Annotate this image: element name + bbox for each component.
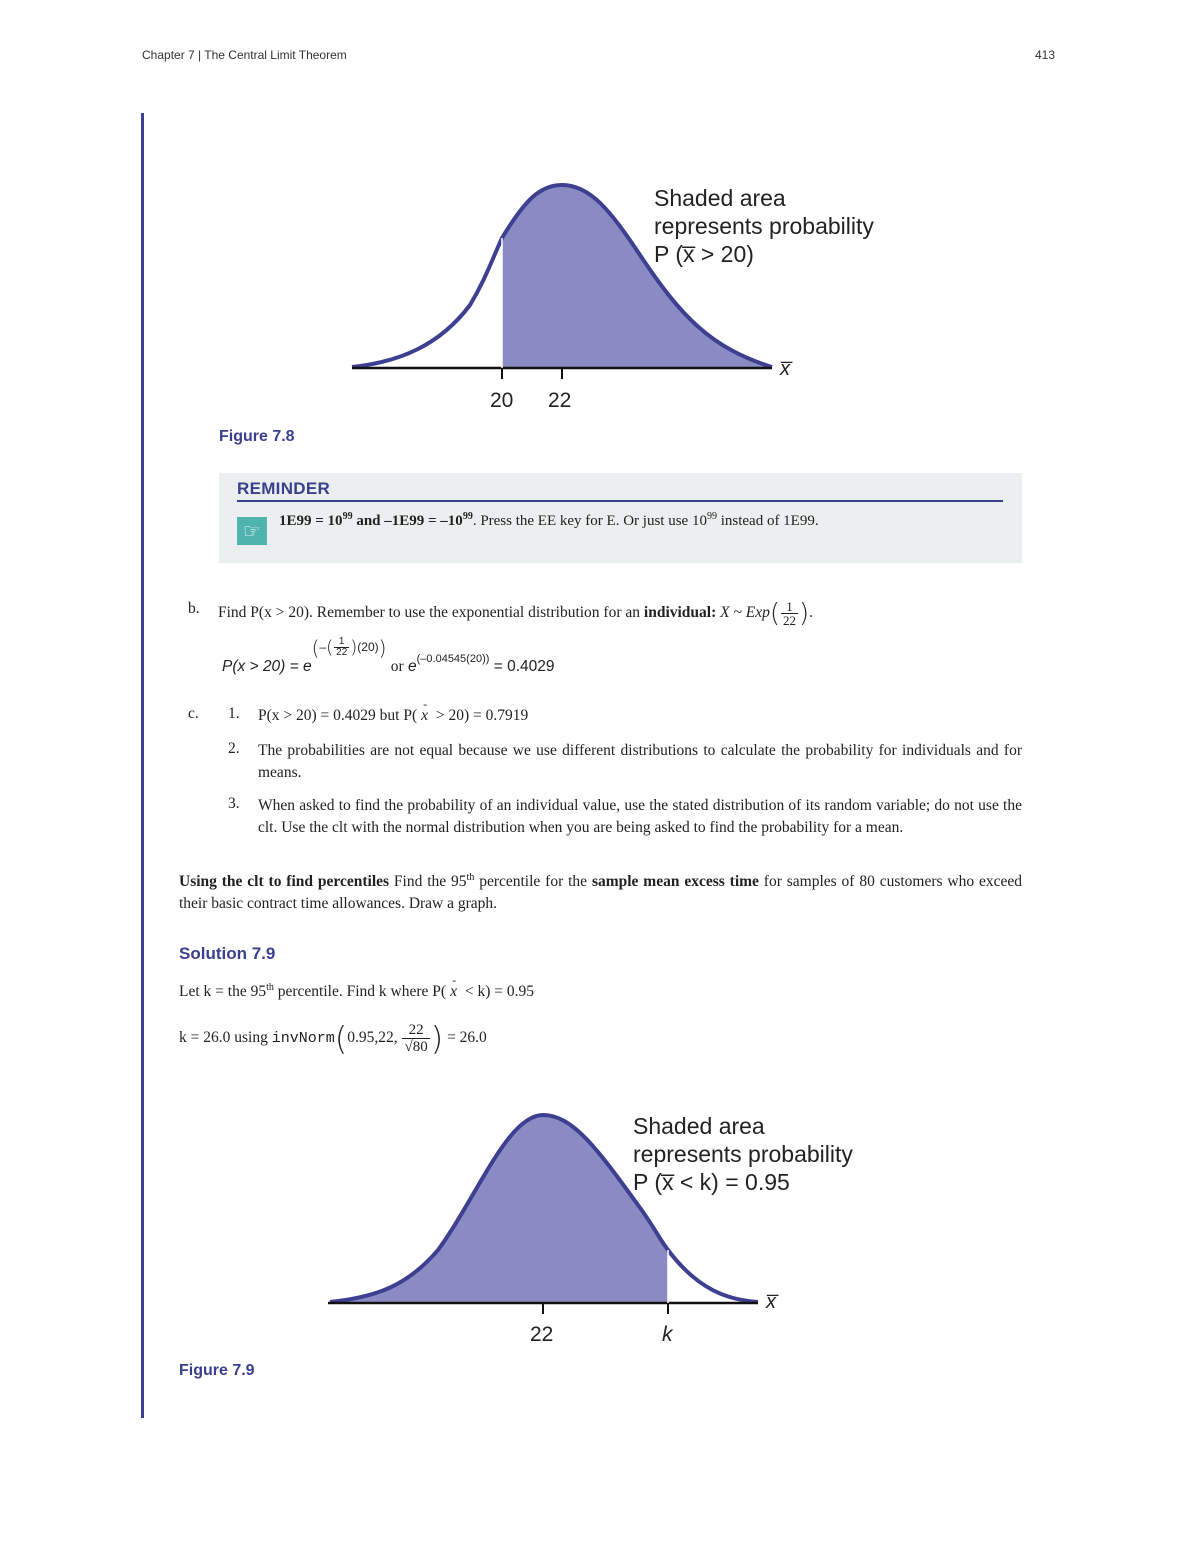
- list-item-c1: P(x > 20) = 0.4029 but P(- x > 20) = 0.7919: [258, 705, 528, 727]
- reminder-divider: [237, 500, 1003, 502]
- figure-caption-7-8: Figure 7.8: [219, 428, 295, 445]
- list-marker-c: c.: [188, 705, 199, 722]
- item-number-2: 2.: [228, 740, 240, 757]
- part-b-text: Find P(x > 20). Remember to use the exponential distribution for an individual: X ~ Exp( $\frac{1}{22}$ ).: [218, 598, 814, 629]
- figure-label-line2: represents probability: [654, 213, 874, 239]
- item-number-3: 3.: [228, 795, 240, 812]
- figure-7-8: [340, 170, 900, 420]
- list-marker-b: b.: [188, 600, 200, 617]
- page-number: 413: [1035, 48, 1056, 62]
- figure-caption-7-9: Figure 7.9: [179, 1362, 255, 1379]
- shaded-area: [330, 1115, 668, 1302]
- reminder-text: $1E99 = 10^{99}$ and $-1E99 = -10^{99}$. Press the EE key for E. Or just use $10^{99}$ instead of 1E99.: [279, 511, 819, 529]
- percentiles-paragraph: Using the clt to find percentiles Find the 95th percentile for the sample mean excess time for samples of 80 customers who exceed their basic contract time allowances. Draw a graph.: [179, 872, 1023, 912]
- list-item-c3: When asked to find the probability of an individual value, use the stated distribution of its random variable; do not use the clt. Use the clt with the normal distribution when you are being asked to find the probability for a mean.: [258, 797, 1022, 836]
- tick-label-22: 22: [530, 1323, 554, 1346]
- solution-title: Solution 7.9: [179, 944, 276, 963]
- axis-variable: x̅: [766, 1291, 776, 1313]
- reminder-title: REMINDER: [237, 479, 331, 498]
- solution-line-1: Let k = the 95th percentile. Find k where P(- x < k) = 0.95: [179, 981, 534, 1003]
- figure-7-9: [318, 1100, 918, 1360]
- figure-label-line3: P (x̅ > 20): [654, 241, 754, 267]
- tick-label-k: k: [662, 1323, 673, 1346]
- axis-variable: x̅: [780, 358, 790, 380]
- figure-label-line1: Shaded area: [633, 1113, 765, 1139]
- tick-label-22: 22: [548, 389, 572, 412]
- pointing-hand-icon: ☞: [237, 517, 267, 545]
- reminder-box: [219, 473, 1022, 563]
- margin-bar: [141, 113, 144, 1418]
- tick-label-20: 20: [490, 389, 514, 412]
- figure-label-line1: Shaded area: [654, 185, 786, 211]
- figure-label-line3: P (x̅ < k) = 0.95: [633, 1169, 790, 1195]
- running-header: Chapter 7 | The Central Limit Theorem: [142, 48, 347, 62]
- item-number-1: 1.: [228, 705, 240, 722]
- list-item-c2: The probabilities are not equal because we use different distributions to calculate the probability for individuals and for means.: [258, 742, 1022, 781]
- figure-label-line2: represents probability: [633, 1141, 853, 1167]
- part-b-equation: $P(x > 20) = e^{(-( \frac{1}{22} )(20))}$ or $e^{(-0.04545(20))} = 0.4029$: [222, 635, 555, 675]
- solution-line-2: k = 26.0 using invNorm(0.95,22, $\frac{22}{√80}$ ) = 26.0: [179, 1019, 487, 1058]
